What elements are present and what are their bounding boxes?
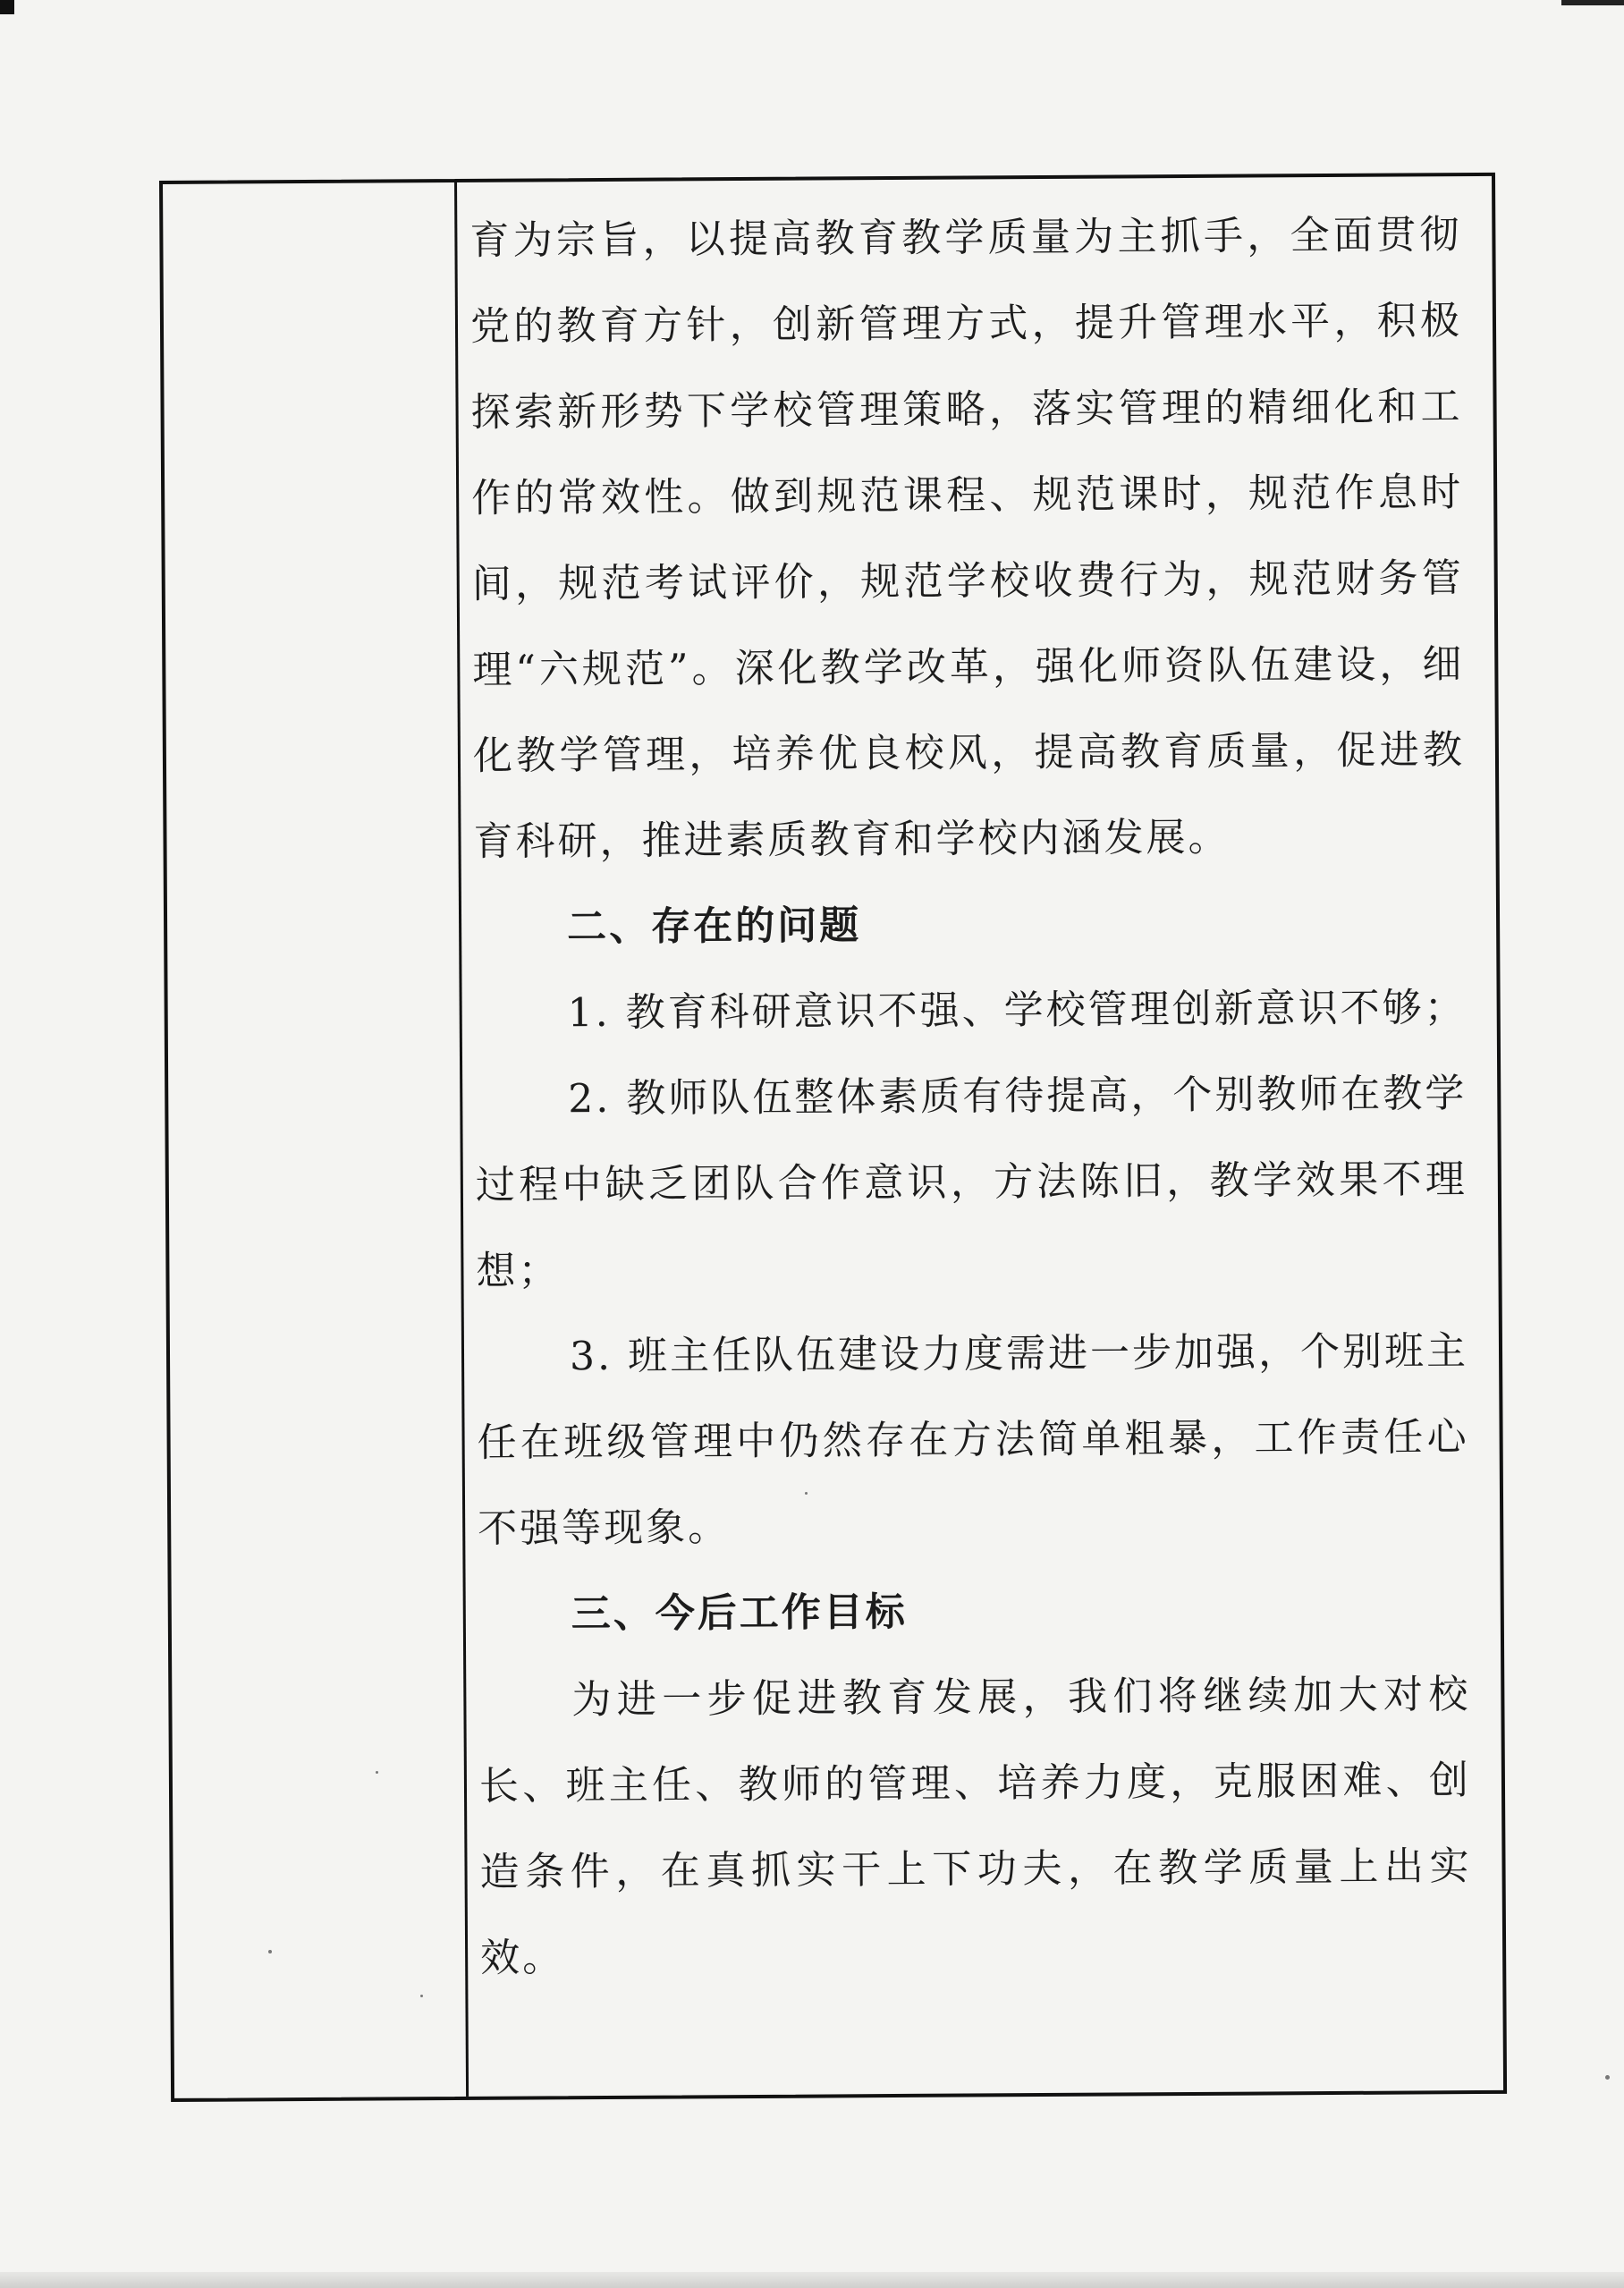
form-table xyxy=(159,173,1507,2102)
content-cell xyxy=(457,176,1503,2097)
problems-heading: 二、存在的问题 xyxy=(566,902,862,951)
goals-heading: 三、今后工作目标 xyxy=(571,1589,908,1638)
scan-speck xyxy=(1605,2075,1610,2080)
intro-paragraph: 育为宗旨，以提高教育教学质量为主抓手，全面贯彻党的教育方针，创新管理方式，提升管理水平，积极探索新形势下学校管理策略，落实管理的精细化和工作的常效性。做到规范课程、规范课时，规范作息时间，规范考试评价，规范学校收费行为，规范财务管理“六规范”。深化教学改革，强化师资队伍建设，细化教学管理，培养优良校风，提高教育质量，促进教育科研，推进素质教育和学校内涵发展。 xyxy=(469,212,1466,865)
scan-bottom-edge xyxy=(0,2272,1624,2288)
label-column-cell xyxy=(163,182,469,2098)
scan-speck xyxy=(805,1492,808,1495)
problem-item-2: 2. 教师队伍整体素质有待提高，个别教师在教学过程中缺乏团队合作意识，方法陈旧，教学效果不理想； xyxy=(475,1071,1468,1294)
scan-speck xyxy=(376,1771,378,1774)
goals-paragraph: 为进一步促进教育发展，我们将继续加大对校长、班主任、教师的管理、培养力度，克服困难、创造条件，在真抓实干上下功夫，在教学质量上出实效。 xyxy=(478,1672,1472,1981)
scan-edge-mark xyxy=(1561,0,1624,5)
scan-corner-mark xyxy=(0,0,14,14)
problem-item-3: 3. 班主任队伍建设力度需进一步加强，个别班主任在班级管理中仍然存在方法简单粗暴，工作责任心不强等现象。 xyxy=(477,1328,1469,1552)
scan-speck xyxy=(268,1950,272,1953)
scan-speck xyxy=(420,1995,423,1997)
problem-item-1: 1. 教育科研意识不强、学校管理创新意识不够； xyxy=(567,985,1467,1037)
